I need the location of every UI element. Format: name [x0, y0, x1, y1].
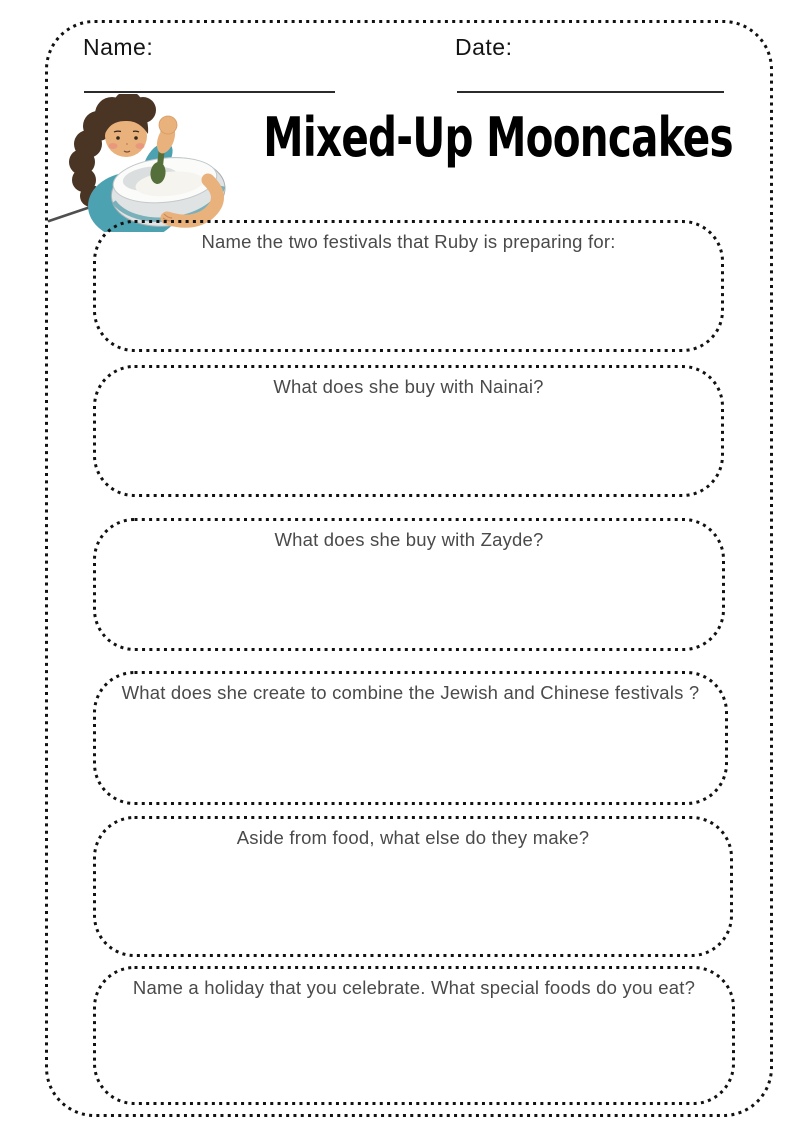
answer-box-2[interactable] [93, 365, 724, 497]
name-input-line[interactable] [84, 91, 335, 93]
title-wrap [185, 106, 733, 169]
question-prompt-2: What does she buy with Nainai? [273, 376, 544, 397]
question-prompt-3: What does she buy with Zayde? [274, 529, 544, 550]
worksheet-title: Mixed-Up Mooncakes [263, 106, 733, 169]
answer-box-3[interactable] [93, 518, 725, 651]
name-label: Name: [83, 34, 154, 60]
question-prompt-1: Name the two festivals that Ruby is preparing for: [201, 231, 616, 252]
answer-box-4[interactable] [93, 671, 728, 805]
answer-box-5[interactable] [93, 816, 733, 957]
question-prompt-4: What does she create to combine the Jewish and Chinese festivals ? [121, 682, 700, 703]
date-input-line[interactable] [457, 91, 724, 93]
answer-box-6[interactable] [93, 966, 735, 1105]
face [104, 107, 148, 157]
question-prompt-5: Aside from food, what else do they make? [236, 827, 590, 848]
answer-box-1[interactable] [93, 220, 724, 352]
question-prompt-6: Name a holiday that you celebrate. What special foods do you eat? [132, 977, 696, 998]
date-label: Date: [455, 34, 513, 60]
